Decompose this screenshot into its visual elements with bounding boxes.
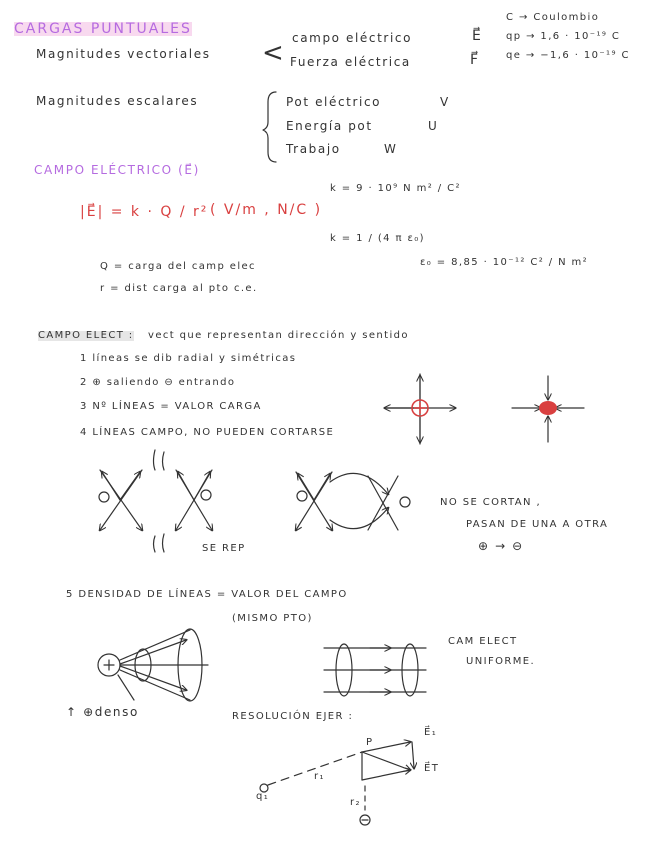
lines-desc: vect que representan dirección y sentido [148, 330, 409, 341]
et-label: E⃗T [424, 763, 440, 774]
pasan-label: PASAN DE UNA A OTRA [466, 519, 609, 530]
positive-charge-field-icon [385, 374, 455, 444]
vector-item-2-symbol: F⃗ [470, 52, 481, 68]
scalar-brace [263, 92, 276, 162]
page-title: CARGAS PUNTUALES [14, 21, 192, 37]
eps-value: ε₀ = 8,85 · 10⁻¹² C² / N m² [420, 257, 589, 268]
r1-label: r₁ [314, 771, 325, 782]
vector-item-2: Fuerza eléctrica [290, 55, 411, 69]
negative-charge-field-icon [512, 376, 584, 442]
vector-label: Magnitudes vectoriales [36, 47, 211, 61]
k-value: k = 9 · 10⁹ N m² / C² [330, 183, 461, 194]
unit-coulomb: C → Coulombio [506, 12, 600, 23]
q-definition: Q = carga del camp elec [100, 261, 256, 272]
unit-qe: qe → −1,6 · 10⁻¹⁹ C [506, 50, 630, 61]
scalar-item-2: Energía pot [286, 119, 373, 133]
crossing-lines-sketch-2 [296, 472, 410, 530]
vector-item-1: campo eléctrico [292, 31, 413, 45]
pasan-arrow: ⊕ → ⊖ [478, 539, 524, 553]
rule-4: 4 LÍNEAS CAMPO, NO PUEDEN CORTARSE [80, 427, 335, 438]
r-definition: r = dist carga al pto c.e. [100, 283, 258, 294]
density-cone-sketch [98, 629, 208, 701]
scalar-label: Magnitudes escalares [36, 94, 199, 108]
vector-brace: < [262, 38, 284, 68]
mismo-pto: (MISMO PTO) [232, 613, 313, 624]
rule-2: 2 ⊕ saliendo ⊖ entrando [80, 377, 236, 388]
vector-item-1-symbol: E⃗ [472, 28, 483, 44]
e1-label: E⃗₁ [424, 727, 438, 738]
no-cortan-label: NO SE CORTAN , [440, 497, 542, 508]
denso-label: ↑ ⊕denso [66, 705, 139, 719]
rule-1: 1 líneas se dib radial y simétricas [80, 353, 297, 364]
se-rep-label: SE REP [202, 543, 246, 554]
crossing-lines-sketch-1 [99, 450, 212, 552]
scalar-item-1-symbol: V [440, 95, 450, 109]
cam-elect-label: CAM ELECT [448, 636, 518, 647]
uniforme-label: UNIFORME. [466, 656, 536, 667]
scalar-item-2-symbol: U [428, 119, 439, 133]
uniform-field-sketch [324, 644, 426, 696]
scalar-item-3-symbol: W [384, 142, 398, 156]
resolucion-label: RESOLUCIÓN EJER : [232, 711, 354, 722]
rule-5: 5 DENSIDAD DE LÍNEAS = VALOR DEL CAMPO [66, 589, 348, 600]
scalar-item-3: Trabajo [286, 142, 341, 156]
formula-units: ( V/m , N/C ) [210, 202, 323, 218]
r2-label: r₂ [350, 797, 361, 808]
k-formula: k = 1 / (4 π ε₀) [330, 233, 425, 244]
campo-title: CAMPO ELÉCTRICO (E⃗) [34, 163, 200, 177]
formula-e: |E⃗| = k · Q / r² [80, 204, 209, 220]
q1-label: q₁ [256, 791, 270, 802]
unit-qp: qp → 1,6 · 10⁻¹⁹ C [506, 31, 621, 42]
rule-3: 3 Nº LÍNEAS = VALOR CARGA [80, 401, 262, 412]
point-p-label: P [366, 737, 374, 748]
lines-head: CAMPO ELECT : [38, 330, 134, 341]
resolution-sketch [260, 742, 414, 825]
scalar-item-1: Pot eléctrico [286, 95, 382, 109]
